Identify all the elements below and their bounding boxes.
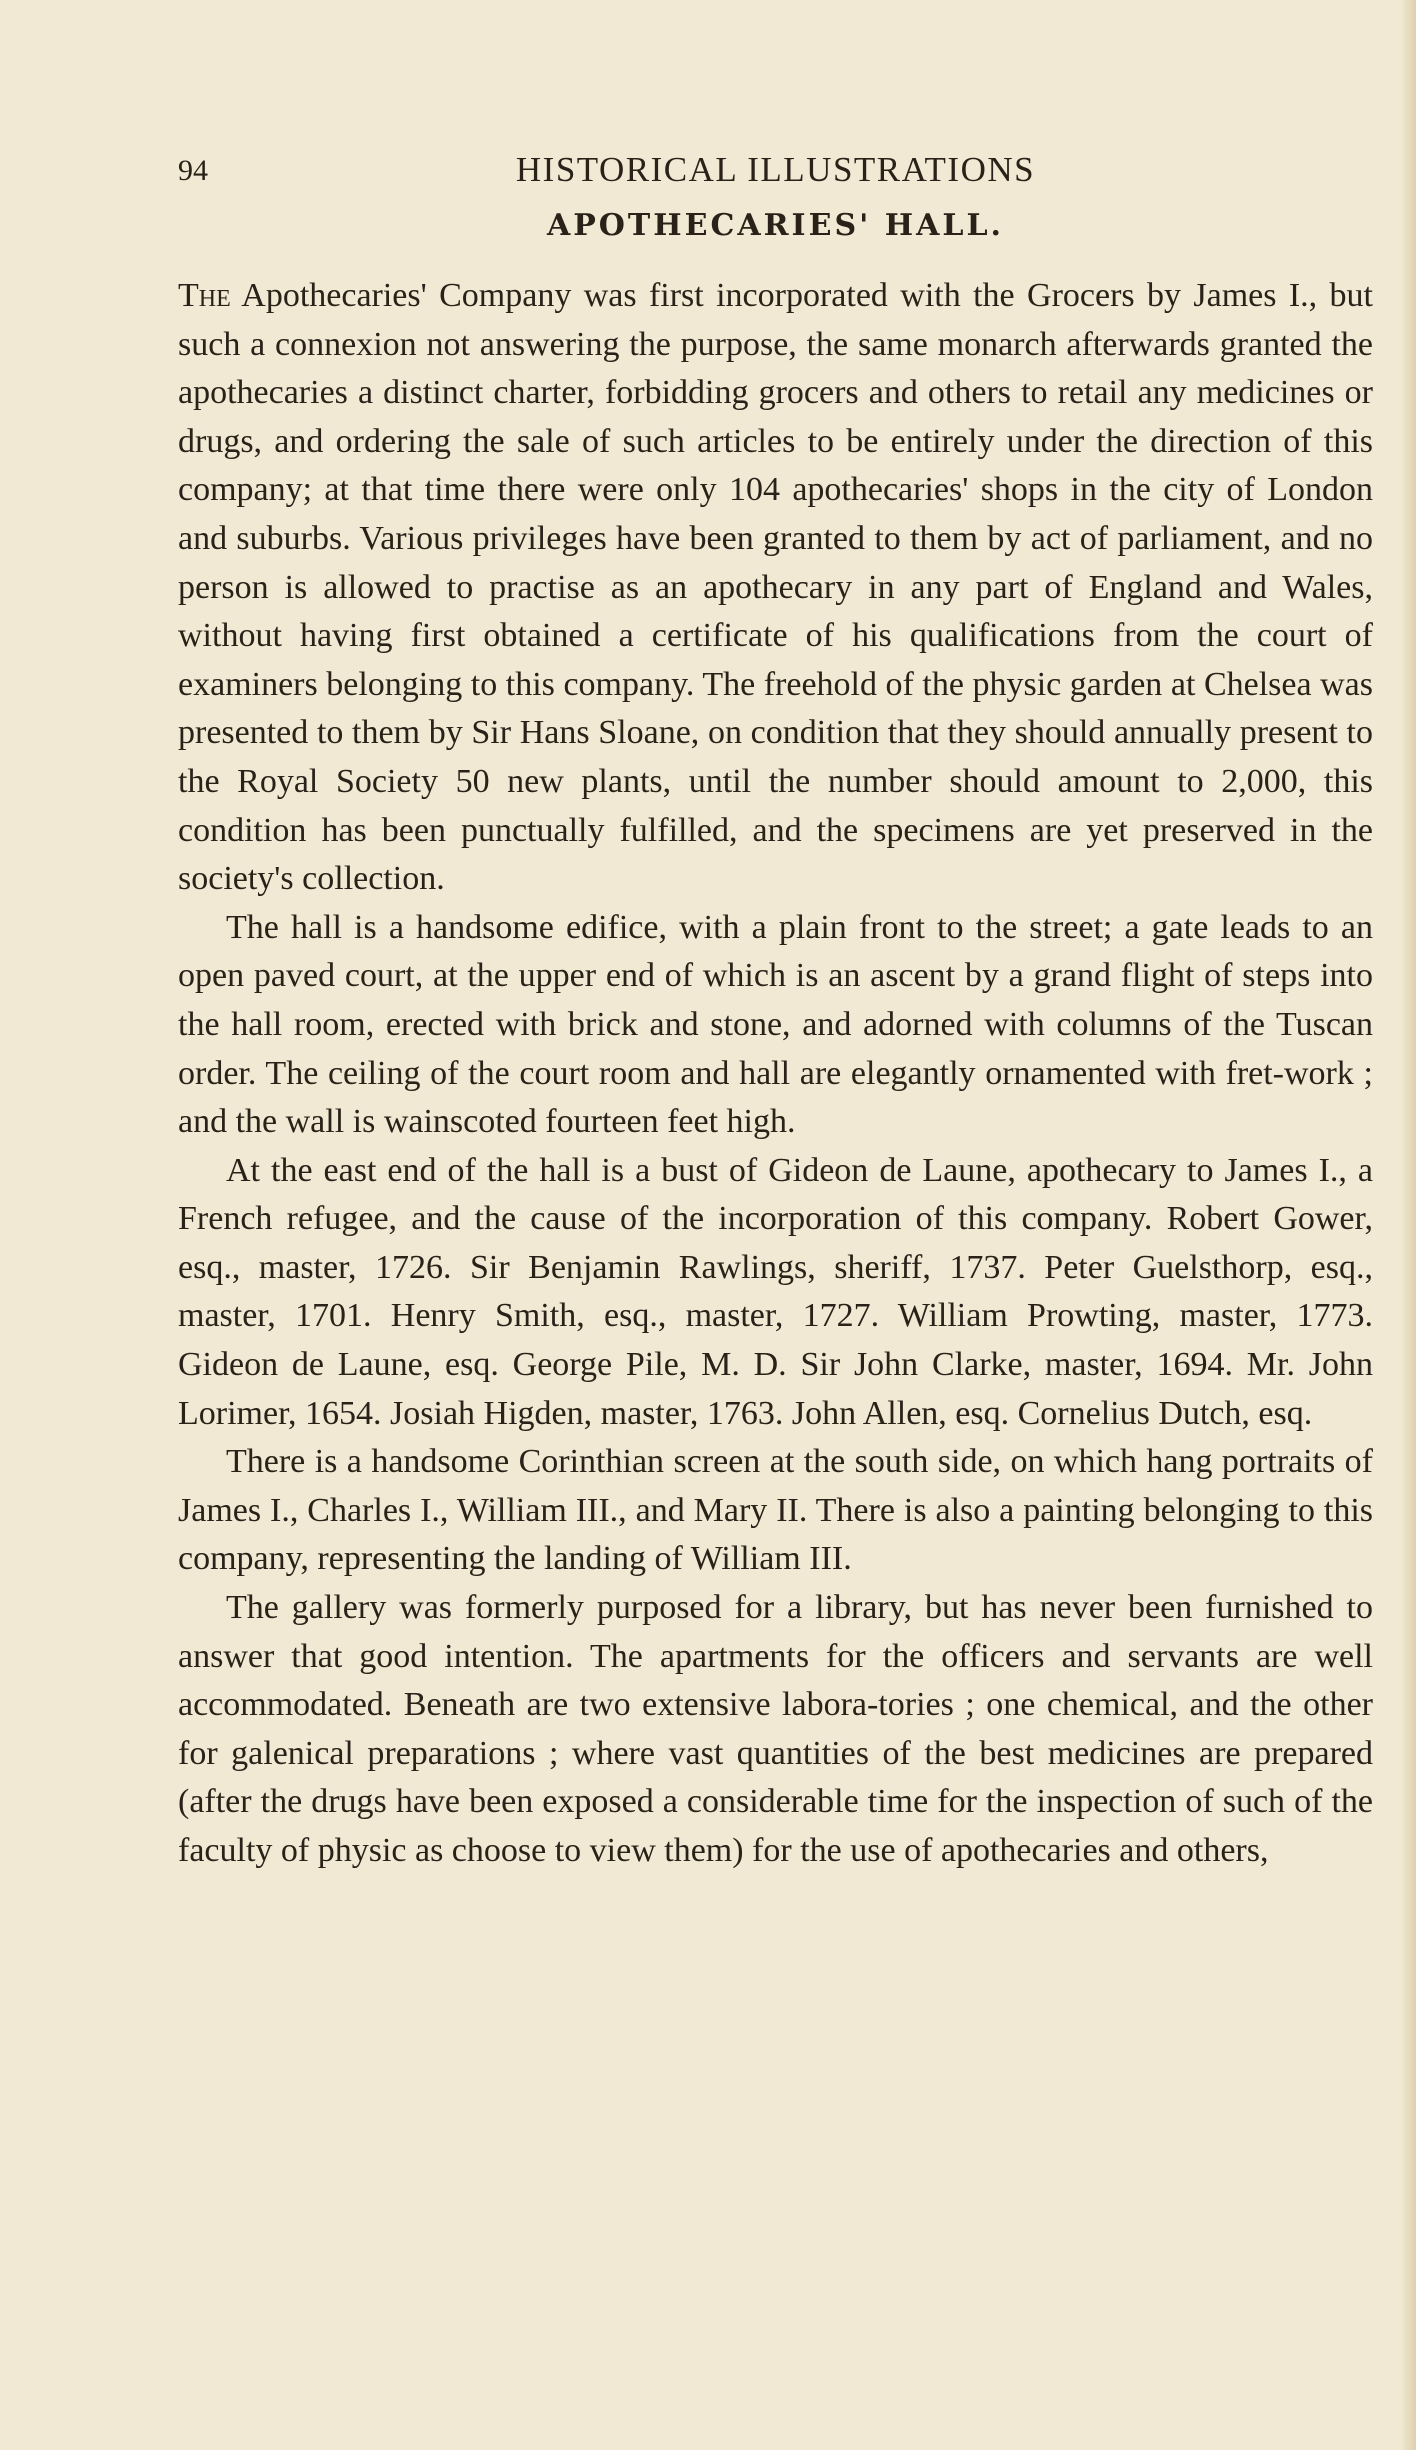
body-text <box>178 272 1373 1876</box>
page-header <box>178 150 1373 200</box>
paragraph-1 <box>178 272 1373 904</box>
paragraph-1-text: Apothecaries' Company was first incorporated with the Grocers by James I., but such a connexion not answering the purpose, the same monarch afterwards granted the apothecaries a distinct charter, forbidding grocers and others to retail any medicines or drugs, and ordering the sale of such articles to be entirely under the direction of this company; at that time there were only 104 apothecaries' shops in the city of London and suburbs. Various privileges have been granted to them by act of parliament, and no person is allowed to practise as an apothecary in any part of England and Wales, without having first obtained a certificate of his qualifications from the court of examiners belonging to this company. The freehold of the physic garden at Chelsea was presented to them by Sir Hans Sloane, on condition that they should annually present to the Royal Society 50 new plants, until the number should amount to 2,000, this condition has been punctually fulfilled, and the specimens are yet preserved in the society's collection. <box>178 277 1373 898</box>
section-title: APOTHECARIES' HALL. <box>546 208 1005 243</box>
page-number: 94 <box>178 154 208 187</box>
paragraph-5: The gallery was formerly purposed for a library, but has never been furnished to answer that good intention. The apartments for the officers and servants are well accommodated. Beneath are two extensive labora-tories ; one chemical, and the other for galenical preparations ; where vast quantities of the best medicines are prepared (after the drugs have been exposed a considerable time for the inspection of such of the faculty of physic as choose to view them) for the use of apothecaries and others, <box>178 1589 1373 1869</box>
paragraph-4: There is a handsome Corinthian screen at the south side, on which hang portraits of James I., Charles I., William III., and Mary II. There is also a painting belonging to this company, representing the landing of William III. <box>178 1443 1373 1578</box>
paragraph-lead-word: The <box>178 277 231 314</box>
paragraph-3: At the east end of the hall is a bust of Gideon de Laune, apothecary to James I., a French refugee, and the cause of the incorporation of this company. Robert Gower, esq., master, 1726. Sir Benjamin Rawlings, sheriff, 1737. Peter Guelsthorp, esq., master, 1701. Henry Smith, esq., master, 1727. William Prowting, master, 1773. Gideon de Laune, esq. George Pile, M. D. Sir John Clarke, master, 1694. Mr. John Lorimer, 1654. Josiah Higden, master, 1763. John Allen, esq. Cornelius Dutch, esq. <box>178 1151 1373 1432</box>
page-edge <box>1402 0 1416 2450</box>
paragraph-2: The hall is a handsome edifice, with a plain front to the street; a gate leads to an open paved court, at the upper end of which is an ascent by a grand flight of steps into the hall room, erected with brick and stone, and adorned with columns of the Tuscan order. The ceiling of the court room and hall are elegantly ornamented with fret-work ; and the wall is wainscoted fourteen feet high. <box>178 908 1373 1141</box>
running-title: HISTORICAL ILLUSTRATIONS <box>515 150 1036 189</box>
